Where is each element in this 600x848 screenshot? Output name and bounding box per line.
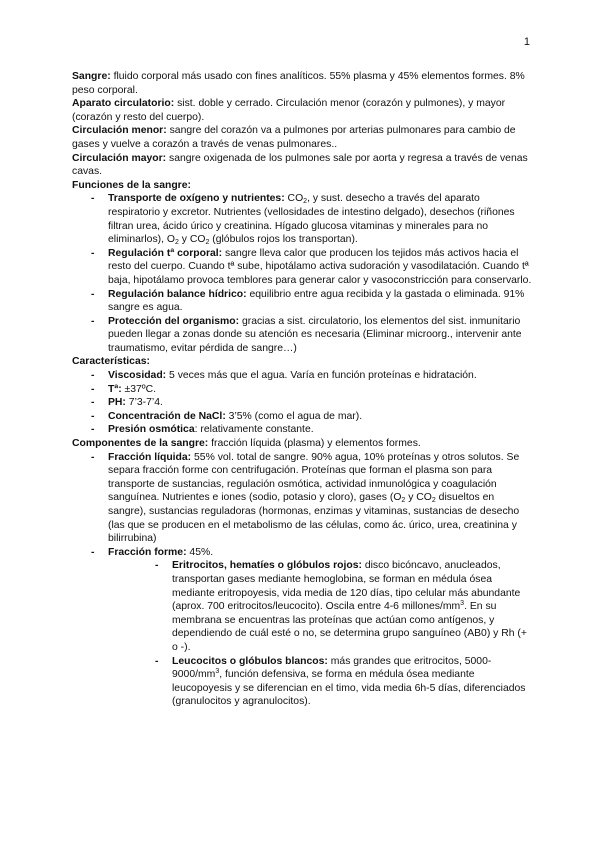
text-viscosidad: 5 veces más que el agua. Varía en función proteínas e hidratación. bbox=[166, 370, 477, 382]
text-transporte-co2: CO bbox=[284, 193, 304, 205]
text-fraccion-liquida-a: 55% vol. total de sangre. 90% agua, 10% proteínas y otros solutos. Se separa fracción forme con centrifugación. Proteínas que forman el plasma son para transporte de sustancias, regulación osmótica, actividad inmunológica y coagulación sanguínea. Nutrientes e iones (sodio, potasio y cloro), gases (O bbox=[108, 451, 520, 504]
text-regulacion-temperatura: sangre lleva calor que producen los tejidos más activos hacia el resto del cuerpo. Cuando tª sube, hipotálamo activa sudoración y vasodilatación. Cuando tª baja, hipotálamo provoca temblores para generar calor y vasoconstricción para conservarlo. bbox=[108, 247, 532, 286]
text-transporte-c: (glóbulos rojos los transportan). bbox=[209, 234, 358, 246]
list-item-transporte bbox=[72, 192, 532, 246]
list-item-fraccion-forme bbox=[72, 546, 532, 709]
text-circulacion-mayor: sangre oxigenada de los pulmones sale por aorta y regresa a través de venas cavas. bbox=[72, 152, 528, 178]
paragraph-circulacion-mayor bbox=[72, 152, 532, 179]
document-body bbox=[72, 70, 532, 709]
text-fraccion-liquida-b: y CO bbox=[405, 492, 432, 504]
paragraph-sangre bbox=[72, 70, 532, 97]
paragraph-componentes bbox=[72, 437, 532, 451]
list-item-proteccion bbox=[72, 315, 532, 356]
list-item-temperatura bbox=[72, 383, 532, 397]
term-circulacion-menor: Circulación menor: bbox=[72, 125, 167, 137]
term-viscosidad: Viscosidad: bbox=[108, 370, 167, 382]
list-item-regulacion-temperatura bbox=[72, 247, 532, 288]
term-ph: PH: bbox=[108, 397, 126, 409]
term-aparato-circulatorio: Aparato circulatorio: bbox=[72, 98, 175, 110]
text-sangre: fluido corporal más usado con fines analíticos. 55% plasma y 45% elementos formes. 8% peso corporal. bbox=[72, 71, 525, 96]
text-nacl: 3’5% (como el agua de mar). bbox=[225, 410, 363, 422]
text-leucocitos-b: , función defensiva, se forma en médula ósea mediante leucopoyesis y se diferencian en el timo, vida media 6h-5 días, diferenciados (granulocitos y agranulocitos). bbox=[172, 669, 526, 708]
text-aparato-circulatorio: sist. doble y cerrado. Circulación menor (corazón y pulmones), y mayor (corazón y resto del cuerpo). bbox=[72, 98, 506, 123]
list-item-fraccion-liquida bbox=[72, 451, 532, 546]
superscript-3: 3 bbox=[215, 668, 220, 676]
subscript-2: 2 bbox=[303, 198, 308, 206]
text-temperatura: ±37ºC. bbox=[121, 383, 156, 395]
text-presion-osmotica: : relativamente constante. bbox=[194, 424, 314, 436]
term-circulacion-mayor: Circulación mayor: bbox=[72, 152, 167, 164]
text-transporte-a: , y sust. desecho a través del aparato respiratorio y excretor. Nutrientes (vellosidades de intestino delgado), desechos (riñones filtran urea, ácido úrico y creatinina. Hígado glucosa vitaminas y minerales para no eliminarlos), O bbox=[108, 193, 515, 246]
term-componentes: Componentes de la sangre: bbox=[72, 438, 209, 450]
list-item-viscosidad bbox=[72, 369, 532, 383]
term-eritrocitos: Eritrocitos, hematíes o glóbulos rojos: bbox=[172, 560, 362, 572]
heading-caracteristicas bbox=[72, 355, 532, 369]
term-fraccion-liquida: Fracción líquida: bbox=[108, 451, 192, 463]
text-eritrocitos-a: disco bicóncavo, anucleados, transportan gases mediante hemoglobina, se forman en médula ósea mediante eritropoyesis, vida media de 120 días, tipo celular más abundante (aprox. 700 eritrocitos/leucocito). Oscila entre 4-6 millones/mm bbox=[172, 560, 521, 613]
text-eritrocitos-b: . En su membrana se encuentras las proteínas que actúan como antígenos, y dependiendo de cuál esté o no, se determina grupo sanguíneo (AB0) y Rh (+ o -). bbox=[172, 601, 527, 653]
text-ph: 7’3-7’4. bbox=[125, 397, 163, 409]
text-fraccion-forme: 45%. bbox=[186, 546, 214, 558]
term-fraccion-forme: Fracción forme: bbox=[108, 546, 187, 558]
term-sangre: Sangre: bbox=[72, 71, 111, 82]
form-elements-list bbox=[108, 559, 532, 709]
list-item-ph bbox=[72, 396, 532, 410]
components-list bbox=[72, 451, 532, 709]
list-item-presion-osmotica bbox=[72, 423, 532, 437]
subscript-2: 2 bbox=[205, 239, 210, 247]
subscript-2: 2 bbox=[431, 497, 436, 505]
list-item-balance-hidrico bbox=[72, 288, 532, 315]
paragraph-aparato-circulatorio bbox=[72, 97, 532, 124]
list-item-leucocitos bbox=[108, 655, 532, 709]
text-leucocitos-a: más grandes que eritrocitos, 5000-9000/mm bbox=[172, 655, 492, 681]
page-number: 1 bbox=[523, 36, 530, 48]
heading-funciones-text: Funciones de la sangre: bbox=[72, 179, 191, 191]
term-proteccion: Protección del organismo: bbox=[108, 315, 240, 327]
term-temperatura: Tª: bbox=[108, 383, 122, 395]
text-proteccion: gracias a sist. circulatorio, los elementos del sist. inmunitario pueden llegar a zonas donde su atención es necesaria (Eliminar microorg., intervenir ante traumatismo, evitar pérdida de sangre…) bbox=[108, 315, 522, 354]
characteristics-list bbox=[72, 369, 532, 437]
list-item-eritrocitos bbox=[108, 559, 532, 654]
term-balance-hidrico: Regulación balance hídrico: bbox=[108, 288, 247, 300]
heading-caracteristicas-text: Características: bbox=[72, 356, 150, 368]
functions-list bbox=[72, 192, 532, 355]
text-componentes: fracción líquida (plasma) y elementos formes. bbox=[208, 438, 421, 450]
term-regulacion-temperatura: Regulación tª corporal: bbox=[108, 247, 223, 259]
term-transporte: Transporte de oxígeno y nutrientes: bbox=[108, 193, 285, 205]
text-fraccion-liquida-c: disueltos en sangre), sustancias reguladoras (hormonas, enzimas y vitaminas, sustancias de desecho (las que se producen en el metabolismo de las células, como ác. úrico, urea, creatinina y bilirrubina) bbox=[108, 492, 520, 545]
term-leucocitos: Leucocitos o glóbulos blancos: bbox=[172, 655, 328, 667]
heading-funciones bbox=[72, 179, 532, 193]
subscript-2: 2 bbox=[174, 239, 179, 247]
paragraph-circulacion-menor bbox=[72, 124, 532, 151]
text-transporte-b: y CO bbox=[178, 234, 206, 246]
term-presion-osmotica: Presión osmótica bbox=[108, 424, 195, 436]
text-balance-hidrico: equilibrio entre agua recibida y la gastada o eliminada. 91% sangre es agua. bbox=[108, 288, 525, 314]
term-nacl: Concentración de NaCl: bbox=[108, 410, 226, 422]
superscript-3: 3 bbox=[460, 600, 465, 608]
text-circulacion-menor: sangre del corazón va a pulmones por arterias pulmonares para cambio de gases y vuelve a corazón a través de venas pulmonares.. bbox=[72, 125, 516, 150]
subscript-2: 2 bbox=[401, 497, 406, 505]
list-item-nacl bbox=[72, 410, 532, 424]
